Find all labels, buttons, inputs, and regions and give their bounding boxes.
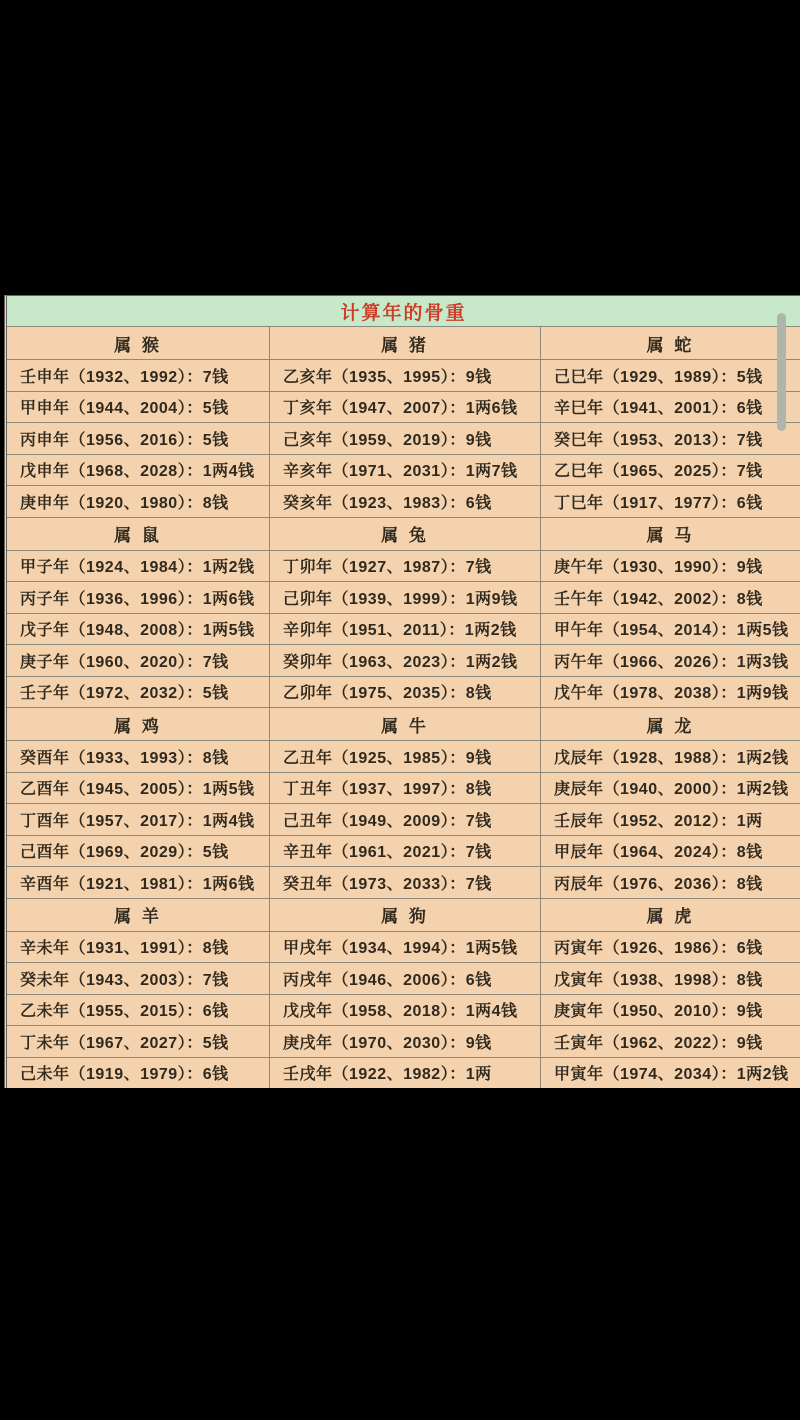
year-weight-cell: 辛酉年（1921、1981）：1两6钱 — [7, 867, 270, 899]
bottom-black-bar — [0, 1088, 800, 1420]
year-weight-cell: 辛未年（1931、1991）：8钱 — [7, 932, 270, 964]
zodiac-section-2 — [7, 708, 800, 899]
year-weight-cell: 丙申年（1956、2016）：5钱 — [7, 423, 270, 455]
zodiac-header: 属 马 — [541, 518, 800, 551]
year-weight-cell: 庚子年（1960、2020）：7钱 — [7, 645, 270, 677]
top-black-bar — [0, 0, 800, 296]
year-weight-cell: 壬申年（1932、1992）：7钱 — [7, 360, 270, 392]
zodiac-header: 属 鸡 — [7, 708, 270, 741]
year-weight-cell: 癸丑年（1973、2033）：7钱 — [270, 867, 541, 899]
year-weight-cell: 壬辰年（1952、2012）：1两 — [541, 804, 800, 836]
year-weight-cell: 甲子年（1924、1984）：1两2钱 — [7, 551, 270, 583]
year-weight-cell: 丙午年（1966、2026）：1两3钱 — [541, 645, 800, 677]
year-weight-cell: 辛亥年（1971、2031）：1两7钱 — [270, 455, 541, 487]
year-weight-cell: 戊申年（1968、2028）：1两4钱 — [7, 455, 270, 487]
year-weight-cell: 癸未年（1943、2003）：7钱 — [7, 963, 270, 995]
zodiac-section-1 — [7, 518, 800, 709]
zodiac-header: 属 猪 — [270, 327, 541, 360]
zodiac-header: 属 鼠 — [7, 518, 270, 551]
year-weight-cell: 丙寅年（1926、1986）：6钱 — [541, 932, 800, 964]
year-weight-cell: 己亥年（1959、2019）：9钱 — [270, 423, 541, 455]
zodiac-header: 属 兔 — [270, 518, 541, 551]
year-weight-cell: 壬午年（1942、2002）：8钱 — [541, 582, 800, 614]
year-weight-cell: 己酉年（1969、2029）：5钱 — [7, 836, 270, 868]
year-weight-cell: 甲寅年（1974、2034）：1两2钱 — [541, 1058, 800, 1090]
year-weight-cell: 丙戌年（1946、2006）：6钱 — [270, 963, 541, 995]
zodiac-section-3 — [7, 899, 800, 1090]
scrollbar-thumb[interactable] — [777, 313, 786, 431]
zodiac-section-0 — [7, 327, 800, 518]
table-title: 计算年的骨重 — [340, 302, 467, 324]
year-weight-cell: 己卯年（1939、1999）：1两9钱 — [270, 582, 541, 614]
year-weight-cell: 戊辰年（1928、1988）：1两2钱 — [541, 741, 800, 773]
year-weight-cell: 庚戌年（1970、2030）：9钱 — [270, 1026, 541, 1058]
zodiac-header: 属 龙 — [541, 708, 800, 741]
year-weight-cell: 庚申年（1920、1980）：8钱 — [7, 486, 270, 518]
year-weight-cell: 丁巳年（1917、1977）：6钱 — [541, 486, 800, 518]
year-weight-cell: 戊戌年（1958、2018）：1两4钱 — [270, 995, 541, 1027]
year-weight-cell: 丁酉年（1957、2017）：1两4钱 — [7, 804, 270, 836]
zodiac-header: 属 虎 — [541, 899, 800, 932]
zodiac-header: 属 狗 — [270, 899, 541, 932]
table-sections — [7, 327, 800, 1089]
year-weight-cell: 乙未年（1955、2015）：6钱 — [7, 995, 270, 1027]
year-weight-cell: 甲戌年（1934、1994）：1两5钱 — [270, 932, 541, 964]
year-weight-cell: 壬寅年（1962、2022）：9钱 — [541, 1026, 800, 1058]
year-weight-cell: 己丑年（1949、2009）：7钱 — [270, 804, 541, 836]
year-weight-cell: 甲辰年（1964、2024）：8钱 — [541, 836, 800, 868]
year-weight-cell: 戊午年（1978、2038）：1两9钱 — [541, 677, 800, 709]
year-weight-cell: 壬戌年（1922、1982）：1两 — [270, 1058, 541, 1090]
year-weight-cell: 辛巳年（1941、2001）：6钱 — [541, 392, 800, 424]
year-weight-cell: 乙亥年（1935、1995）：9钱 — [270, 360, 541, 392]
year-weight-cell: 癸亥年（1923、1983）：6钱 — [270, 486, 541, 518]
year-weight-cell: 癸酉年（1933、1993）：8钱 — [7, 741, 270, 773]
year-weight-cell: 丙辰年（1976、2036）：8钱 — [541, 867, 800, 899]
year-weight-cell: 甲申年（1944、2004）：5钱 — [7, 392, 270, 424]
zodiac-header: 属 羊 — [7, 899, 270, 932]
year-weight-cell: 乙巳年（1965、2025）：7钱 — [541, 455, 800, 487]
year-weight-cell: 壬子年（1972、2032）：5钱 — [7, 677, 270, 709]
year-weight-cell: 丁丑年（1937、1997）：8钱 — [270, 773, 541, 805]
year-weight-cell: 甲午年（1954、2014）：1两5钱 — [541, 614, 800, 646]
zodiac-header: 属 猴 — [7, 327, 270, 360]
year-weight-cell: 己未年（1919、1979）：6钱 — [7, 1058, 270, 1090]
year-weight-cell: 庚辰年（1940、2000）：1两2钱 — [541, 773, 800, 805]
year-weight-cell: 戊子年（1948、2008）：1两5钱 — [7, 614, 270, 646]
year-weight-cell: 己巳年（1929、1989）：5钱 — [541, 360, 800, 392]
zodiac-header: 属 牛 — [270, 708, 541, 741]
year-weight-cell: 丁未年（1967、2027）：5钱 — [7, 1026, 270, 1058]
year-weight-cell: 癸卯年（1963、2023）：1两2钱 — [270, 645, 541, 677]
year-weight-cell: 乙卯年（1975、2035）：8钱 — [270, 677, 541, 709]
year-weight-cell: 丁卯年（1927、1987）：7钱 — [270, 551, 541, 583]
year-weight-cell: 丙子年（1936、1996）：1两6钱 — [7, 582, 270, 614]
bone-weight-table — [4, 295, 800, 1089]
year-weight-cell: 庚寅年（1950、2010）：9钱 — [541, 995, 800, 1027]
year-weight-cell: 辛卯年（1951、2011）：1两2钱 — [270, 614, 541, 646]
year-weight-cell: 辛丑年（1961、2021）：7钱 — [270, 836, 541, 868]
year-weight-cell: 庚午年（1930、1990）：9钱 — [541, 551, 800, 583]
year-weight-cell: 丁亥年（1947、2007）：1两6钱 — [270, 392, 541, 424]
table-title-bar — [7, 296, 800, 327]
zodiac-header: 属 蛇 — [541, 327, 800, 360]
year-weight-cell: 癸巳年（1953、2013）：7钱 — [541, 423, 800, 455]
year-weight-cell: 乙丑年（1925、1985）：9钱 — [270, 741, 541, 773]
year-weight-cell: 乙酉年（1945、2005）：1两5钱 — [7, 773, 270, 805]
year-weight-cell: 戊寅年（1938、1998）：8钱 — [541, 963, 800, 995]
